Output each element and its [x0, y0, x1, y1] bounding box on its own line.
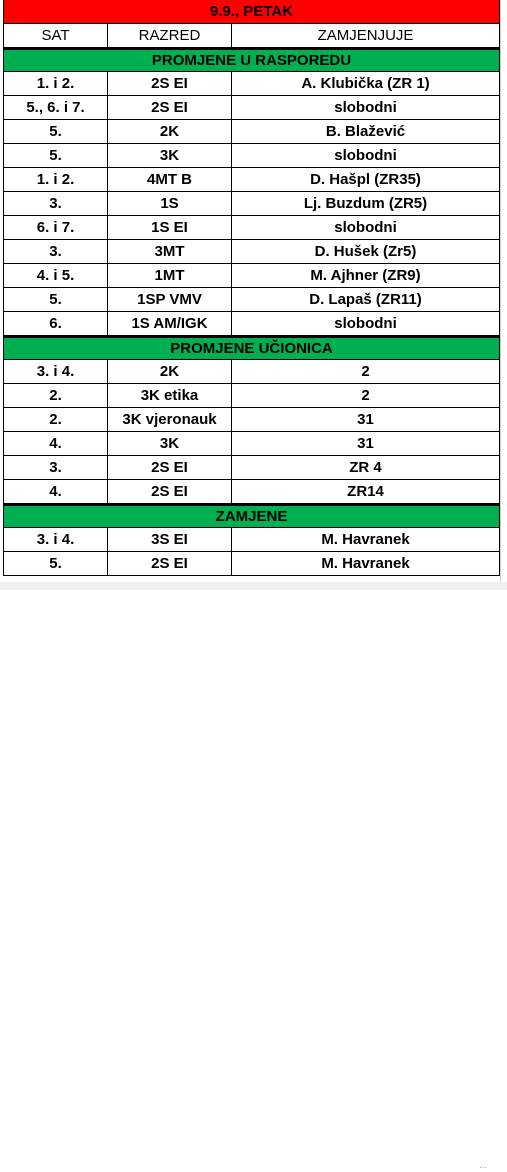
cell-sat[interactable]: 1. i 2.	[3, 72, 108, 95]
section-title[interactable]: PROMJENE U RASPOREDU	[3, 50, 500, 71]
table-row	[3, 456, 500, 480]
cell-sat[interactable]: 3. i 4.	[3, 360, 108, 383]
cell-zamjenjuje[interactable]: 31	[232, 432, 500, 455]
cell-sat[interactable]: 5.	[3, 144, 108, 167]
table-row	[3, 528, 500, 552]
cell-razred[interactable]: 2K	[108, 120, 232, 143]
table-row	[3, 264, 500, 288]
cell-zamjenjuje[interactable]: M. Havranek	[232, 552, 500, 575]
cell-razred[interactable]: 2S EI	[108, 72, 232, 95]
cell-razred[interactable]: 2S EI	[108, 552, 232, 575]
table-row	[3, 192, 500, 216]
section-title[interactable]: PROMJENE UČIONICA	[3, 338, 500, 359]
cell-razred[interactable]: 3MT	[108, 240, 232, 263]
cell-razred[interactable]: 1S AM/IGK	[108, 312, 232, 335]
cell-sat[interactable]: 4. i 5.	[3, 264, 108, 287]
cell-sat[interactable]: 3.	[3, 240, 108, 263]
cell-sat[interactable]: 5., 6. i 7.	[3, 96, 108, 119]
cell-zamjenjuje[interactable]: slobodni	[232, 96, 500, 119]
cell-razred[interactable]: 2S EI	[108, 96, 232, 119]
table-row	[3, 360, 500, 384]
sheet-edge	[500, 0, 507, 590]
header-razred[interactable]: RAZRED	[108, 24, 232, 47]
cell-razred[interactable]: 1S	[108, 192, 232, 215]
section-title-row	[3, 504, 500, 528]
cell-zamjenjuje[interactable]: M. Ajhner (ZR9)	[232, 264, 500, 287]
cell-sat[interactable]: 5.	[3, 552, 108, 575]
horizontal-scrollbar[interactable]	[0, 582, 507, 1172]
cell-sat[interactable]: 2.	[3, 408, 108, 431]
header-zamjenjuje[interactable]: ZAMJENJUJE	[232, 24, 500, 47]
table-row	[3, 168, 500, 192]
cell-zamjenjuje[interactable]: 31	[232, 408, 500, 431]
cell-sat[interactable]: 4.	[3, 432, 108, 455]
title-row	[3, 0, 500, 24]
cell-razred[interactable]: 2S EI	[108, 480, 232, 503]
cell-razred[interactable]: 3K vjeronauk	[108, 408, 232, 431]
cell-razred[interactable]: 1SP VMV	[108, 288, 232, 311]
header-sat[interactable]: SAT	[3, 24, 108, 47]
scroll-grip-icon: ⋯	[479, 1163, 488, 1172]
spreadsheet-table	[3, 0, 500, 576]
table-row	[3, 216, 500, 240]
cell-sat[interactable]: 5.	[3, 288, 108, 311]
cell-zamjenjuje[interactable]: M. Havranek	[232, 528, 500, 551]
table-row	[3, 240, 500, 264]
table-row	[3, 72, 500, 96]
table-row	[3, 384, 500, 408]
cell-razred[interactable]: 2S EI	[108, 456, 232, 479]
cell-zamjenjuje[interactable]: A. Klubička (ZR 1)	[232, 72, 500, 95]
header-row	[3, 24, 500, 48]
cell-sat[interactable]: 3.	[3, 456, 108, 479]
cell-sat[interactable]: 2.	[3, 384, 108, 407]
cell-zamjenjuje[interactable]: ZR 4	[232, 456, 500, 479]
cell-zamjenjuje[interactable]: slobodni	[232, 144, 500, 167]
table-row	[3, 552, 500, 576]
cell-zamjenjuje[interactable]: B. Blažević	[232, 120, 500, 143]
table-row	[3, 312, 500, 336]
cell-razred[interactable]: 1MT	[108, 264, 232, 287]
cell-sat[interactable]: 5.	[3, 120, 108, 143]
table-row	[3, 120, 500, 144]
cell-zamjenjuje[interactable]: 2	[232, 360, 500, 383]
table-row	[3, 144, 500, 168]
cell-sat[interactable]: 6. i 7.	[3, 216, 108, 239]
table-row	[3, 288, 500, 312]
section-title[interactable]: ZAMJENE	[3, 506, 500, 527]
cell-razred[interactable]: 3K	[108, 432, 232, 455]
table-row	[3, 408, 500, 432]
cell-zamjenjuje[interactable]: slobodni	[232, 312, 500, 335]
table-row	[3, 480, 500, 504]
cell-zamjenjuje[interactable]: D. Hašpl (ZR35)	[232, 168, 500, 191]
cell-razred[interactable]: 4MT B	[108, 168, 232, 191]
cell-razred[interactable]: 2K	[108, 360, 232, 383]
cell-sat[interactable]: 1. i 2.	[3, 168, 108, 191]
table-row	[3, 96, 500, 120]
cell-razred[interactable]: 3K etika	[108, 384, 232, 407]
table-row	[3, 432, 500, 456]
cell-razred[interactable]: 3S EI	[108, 528, 232, 551]
cell-zamjenjuje[interactable]: 2	[232, 384, 500, 407]
cell-zamjenjuje[interactable]: D. Hušek (Zr5)	[232, 240, 500, 263]
cell-sat[interactable]: 4.	[3, 480, 108, 503]
title-cell[interactable]: 9.9., PETAK	[3, 0, 500, 23]
section-title-row	[3, 336, 500, 360]
cell-sat[interactable]: 3.	[3, 192, 108, 215]
cell-sat[interactable]: 6.	[3, 312, 108, 335]
cell-sat[interactable]: 3. i 4.	[3, 528, 108, 551]
section-title-row	[3, 48, 500, 72]
cell-razred[interactable]: 3K	[108, 144, 232, 167]
cell-zamjenjuje[interactable]: ZR14	[232, 480, 500, 503]
cell-zamjenjuje[interactable]: Lj. Buzdum (ZR5)	[232, 192, 500, 215]
cell-zamjenjuje[interactable]: slobodni	[232, 216, 500, 239]
cell-zamjenjuje[interactable]: D. Lapaš (ZR11)	[232, 288, 500, 311]
cell-razred[interactable]: 1S EI	[108, 216, 232, 239]
